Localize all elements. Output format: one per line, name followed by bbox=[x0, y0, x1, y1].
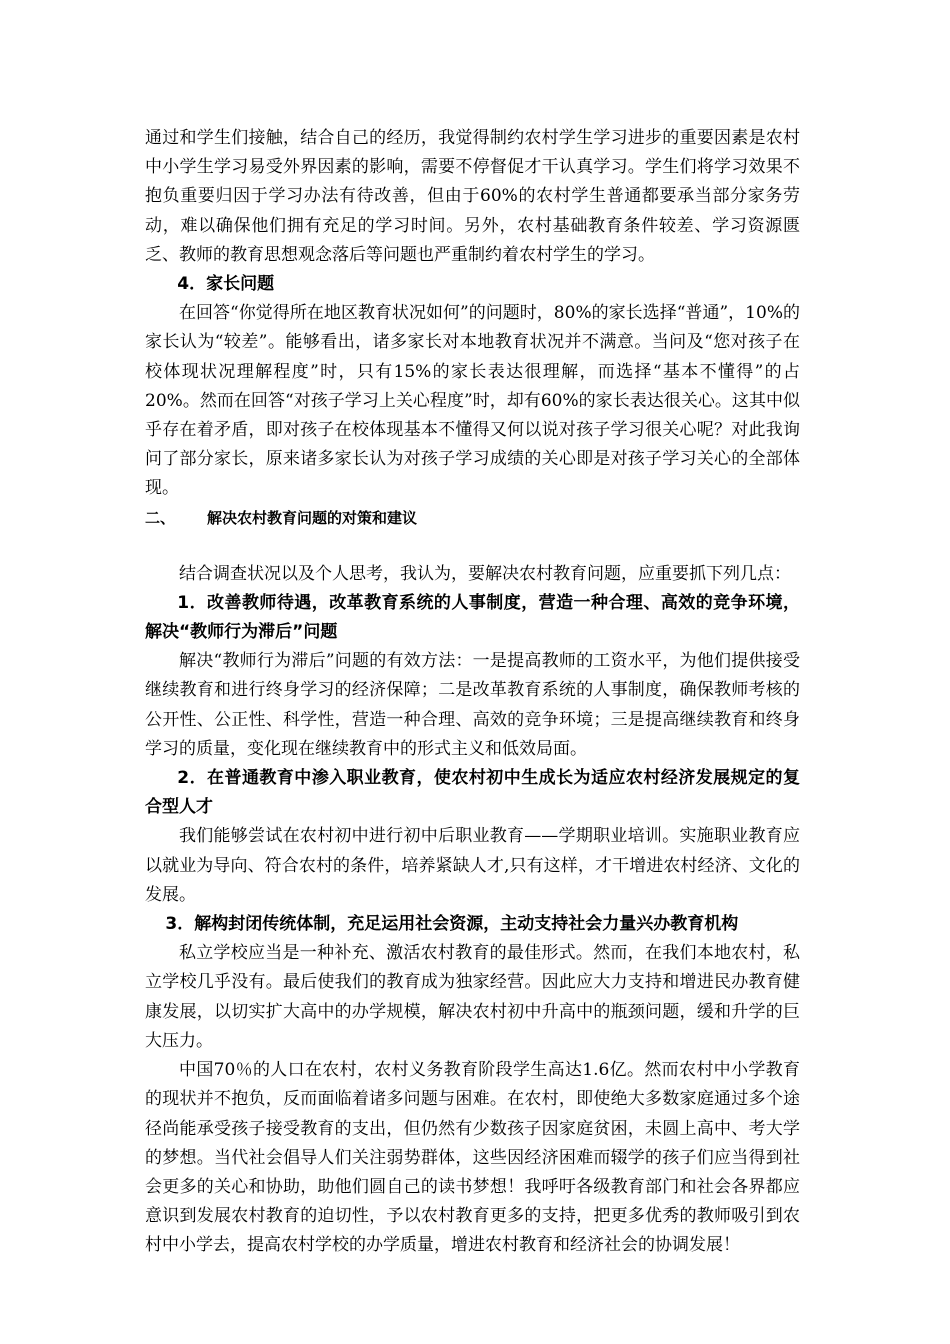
paragraph-student-factors: 通过和学生们接触，结合自己的经历，我觉得制约农村学生学习进步的重要因素是农村中小学生学习易受外界因素的影响，需要不停督促才干认真学习。学生们将学习效果不抱负重要归因于学习办法有待改善，但由于60%的农村学生普通都要承当部分家务劳动，难以确保他们拥有充足的学习时间。另外，农村基础教育条件较差、学习资源匮乏、教师的教育思想观念落后等问题也严重制约着农村学生的学习。 bbox=[145, 128, 800, 265]
paragraph-private-schools: 私立学校应当是一种补充、激活农村教育的最佳形式。然而，在我们本地农村，私立学校几乎没有。最后使我们的教育成为独家经营。因此应大力支持和增进民办教育健康发展，以切实扩大高中的办学规模，解决农村初中升高中的瓶颈问题，缓和升学的巨大压力。 bbox=[145, 943, 800, 1051]
paragraph-vocational-training: 我们能够尝试在农村初中进行初中后职业教育——学期职业培训。实施职业教育应以就业为导向、符合农村的条件，培养紧缺人才,只有这样，才干增进农村经济、文化的发展。 bbox=[145, 826, 800, 905]
heading-teacher-treatment: 1．改善教师待遇，改革教育系统的人事制度，营造一种合理、高效的竞争环境，解决“教师行为滞后”问题 bbox=[145, 592, 800, 643]
document-page bbox=[145, 124, 800, 1261]
section-number: 二、 bbox=[145, 508, 176, 527]
section-title: 解决农村教育问题的对策和建议 bbox=[207, 508, 418, 527]
paragraph-parent-survey: 在回答“你觉得所在地区教育状况如何”的问题时，80%的家长选择“普通”，10%的家长认为“较差”。能够看出，诸多家长对本地教育状况并不满意。当问及“您对孩子在校体现状况理解程度”时，只有15%的家长表达很理解，而选择“基本不懂得”的占20%。然而在回答“对孩子学习上关心程度”时，却有60%的家长表达很关心。这其中似乎存在着矛盾，即对孩子在校体现基本不懂得又何以说对孩子学习很关心呢？对此我询问了部分家长，原来诸多家长认为对孩子学习成绩的关心即是对孩子学习关心的全部体现。 bbox=[145, 303, 800, 499]
heading-social-resources: 3．解构封闭传统体制，充足运用社会资源，主动支持社会力量兴办教育机构 bbox=[165, 914, 739, 935]
paragraph-teacher-methods: 解决“教师行为滞后”问题的有效方法：一是提高教师的工资水平，为他们提供接受继续教育和进行终身学习的经济保障；二是改革教育系统的人事制度，确保教师考核的公开性、公正性、科学性，营造一种合理、高效的竞争环境；三是提高继续教育和终身学习的质量，变化现在继续教育中的形式主义和低效局面。 bbox=[145, 651, 800, 759]
paragraph-rural-population: 中国70％的人口在农村，农村义务教育阶段学生高达1.6亿。然而农村中小学教育的现状并不抱负，反而面临着诸多问题与困难。在农村，即使绝大多数家庭通过多个途径尚能承受孩子接受教育的支出，但仍然有少数孩子因家庭贫困，未圆上高中、考大学的梦想。当代社会倡导人们关注弱势群体，这些因经济困难而辍学的孩子们应当得到社会更多的关心和协助，助他们圆自己的读书梦想！我呼吁各级教育部门和社会各界都应意识到发展农村教育的迫切性，予以农村教育更多的支持，把更多优秀的教师吸引到农村中小学去，提高农村学校的办学质量，增进农村教育和经济社会的协调发展！ bbox=[145, 1060, 800, 1256]
heading-vocational-education: 2．在普通教育中渗入职业教育，使农村初中生成长为适应农村经济发展规定的复合型人才 bbox=[145, 768, 800, 818]
heading-parent-issues: 4．家长问题 bbox=[177, 274, 275, 295]
paragraph-intro-points: 结合调查状况以及个人思考，我认为，要解决农村教育问题，应重要抓下列几点： bbox=[179, 563, 791, 584]
section-heading-solutions bbox=[145, 504, 800, 560]
